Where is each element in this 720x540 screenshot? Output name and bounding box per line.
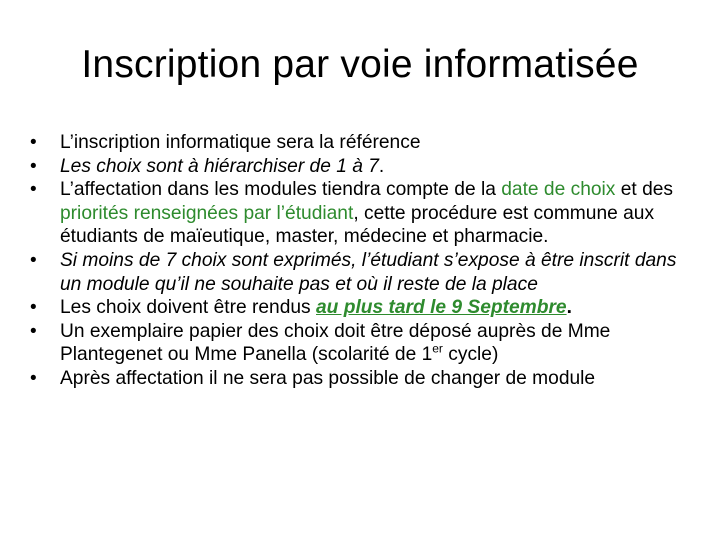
bullet-text-period: . <box>566 297 572 319</box>
deadline-highlight: au plus tard le 9 Septembre <box>316 297 567 319</box>
bullet-text: L’inscription informatique sera la référence <box>60 132 421 153</box>
bullet-text: Un exemplaire papier des choix doit être déposé auprès de Mme Plantegenet ou Mme Panella (scolarité de 1 <box>60 320 611 366</box>
bullet-list <box>30 131 702 391</box>
bullet-text: Les choix doivent être rendus <box>60 297 316 319</box>
bullet-text: et des <box>615 179 674 201</box>
bullet-item <box>30 131 702 155</box>
slide-title: Inscription par voie informatisée <box>81 43 639 86</box>
highlight-priorites: priorités renseignées par l’étudiant <box>60 202 354 224</box>
bullet-text-italic: Si moins de 7 choix sont exprimés, l’étudiant s’expose à être inscrit dans un module qu’il ne souhaite pas et où il reste de la place <box>60 249 677 295</box>
highlight-date-de-choix: date de choix <box>501 179 616 201</box>
bullet-item <box>30 178 702 249</box>
bullet-text: , cette procédure est commune aux étudiants de maïeutique, master, médecine et pharmacie. <box>60 202 655 248</box>
bullet-text-period: . <box>378 155 385 177</box>
bullet-text: Après affectation il ne sera pas possible de changer de module <box>60 367 596 389</box>
bullet-text-italic: Les choix sont à hiérarchiser de 1 à 7 <box>60 155 379 177</box>
bullet-item <box>30 296 702 320</box>
bullet-text: L’affectation dans les modules tiendra compte de la <box>60 179 502 201</box>
superscript-er: er <box>432 341 443 356</box>
bullet-item <box>30 367 702 391</box>
bullet-item <box>30 249 702 296</box>
bullet-text: cycle) <box>442 344 499 366</box>
bullet-item <box>30 320 702 367</box>
bullet-item <box>30 155 702 179</box>
